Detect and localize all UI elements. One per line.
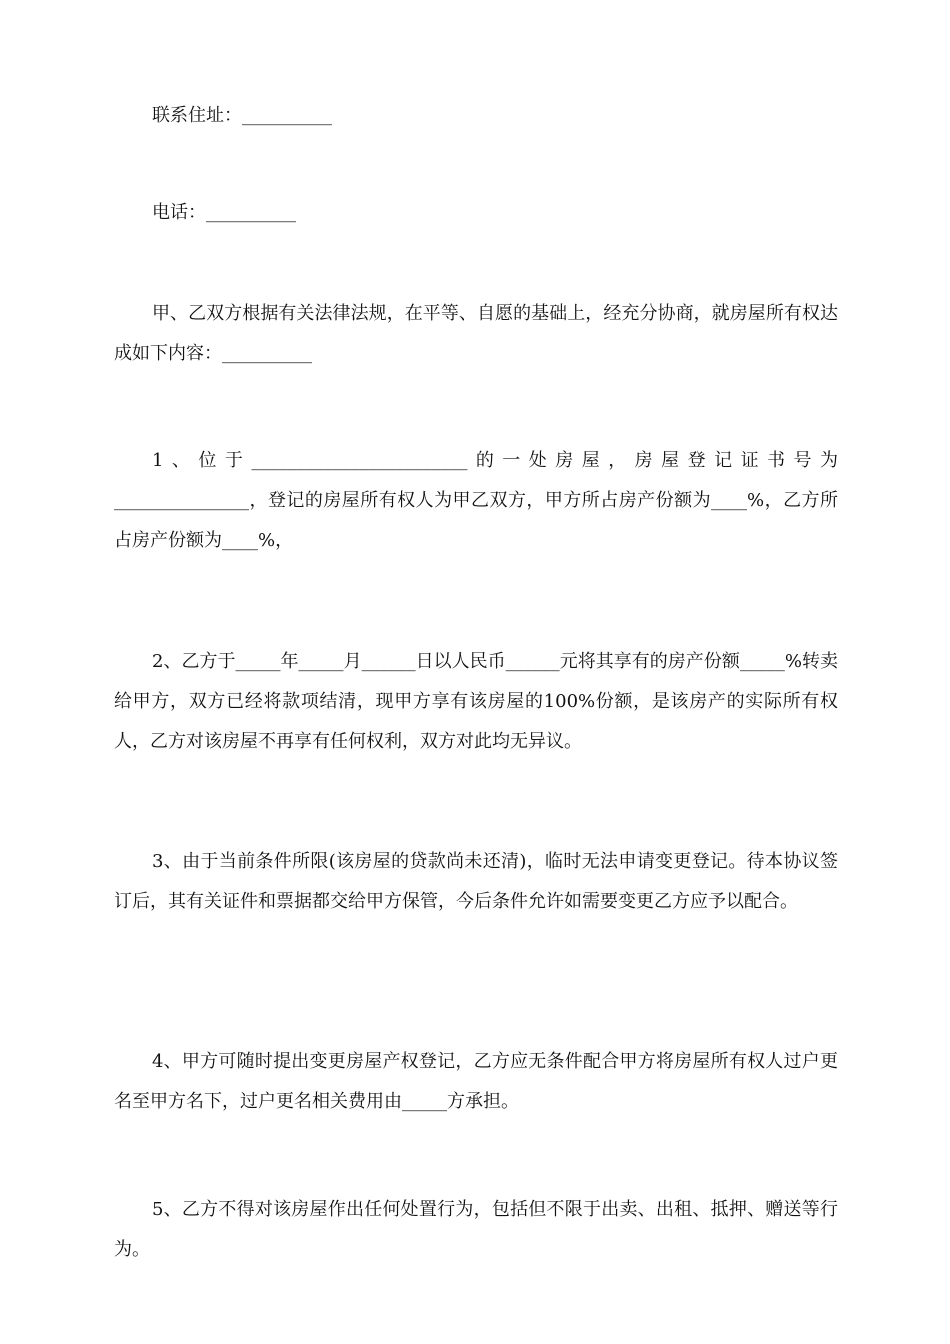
intro-paragraph: 甲、乙双方根据有关法律法规，在平等、自愿的基础上，经充分协商，就房屋所有权达成如下内容：__________: [114, 303, 838, 364]
clause-3: 3、由于当前条件所限(该房屋的贷款尚未还清)，临时无法申请变更登记。待本协议签订后，其有关证件和票据都交给甲方保管，今后条件允许如需要变更乙方应予以配合。: [114, 851, 838, 912]
clause-4: 4、甲方可随时提出变更房屋产权登记，乙方应无条件配合甲方将房屋所有权人过户更名至甲方名下，过户更名相关费用由_____方承担。: [114, 1051, 838, 1112]
clause-2: 2、乙方于_____年_____月______日以人民币______元将其享有的房产份额_____%转卖给甲方，双方已经将款项结清，现甲方享有该房屋的100%份额，是该房产的实际所有权人，乙方对该房屋不再享有任何权利，双方对此均无异议。: [114, 651, 838, 752]
clause-1: 1、位于________________________的一处房屋，房屋登记证书号为_______________，登记的房屋所有权人为甲乙双方，甲方所占房产份额为____%，乙方所占房产份额为____%，: [114, 450, 838, 551]
address-line: 联系住址：__________: [152, 105, 332, 126]
phone-line: 电话：__________: [152, 202, 296, 223]
clause-5: 5、乙方不得对该房屋作出任何处置行为，包括但不限于出卖、出租、抵押、赠送等行为。: [114, 1199, 838, 1260]
